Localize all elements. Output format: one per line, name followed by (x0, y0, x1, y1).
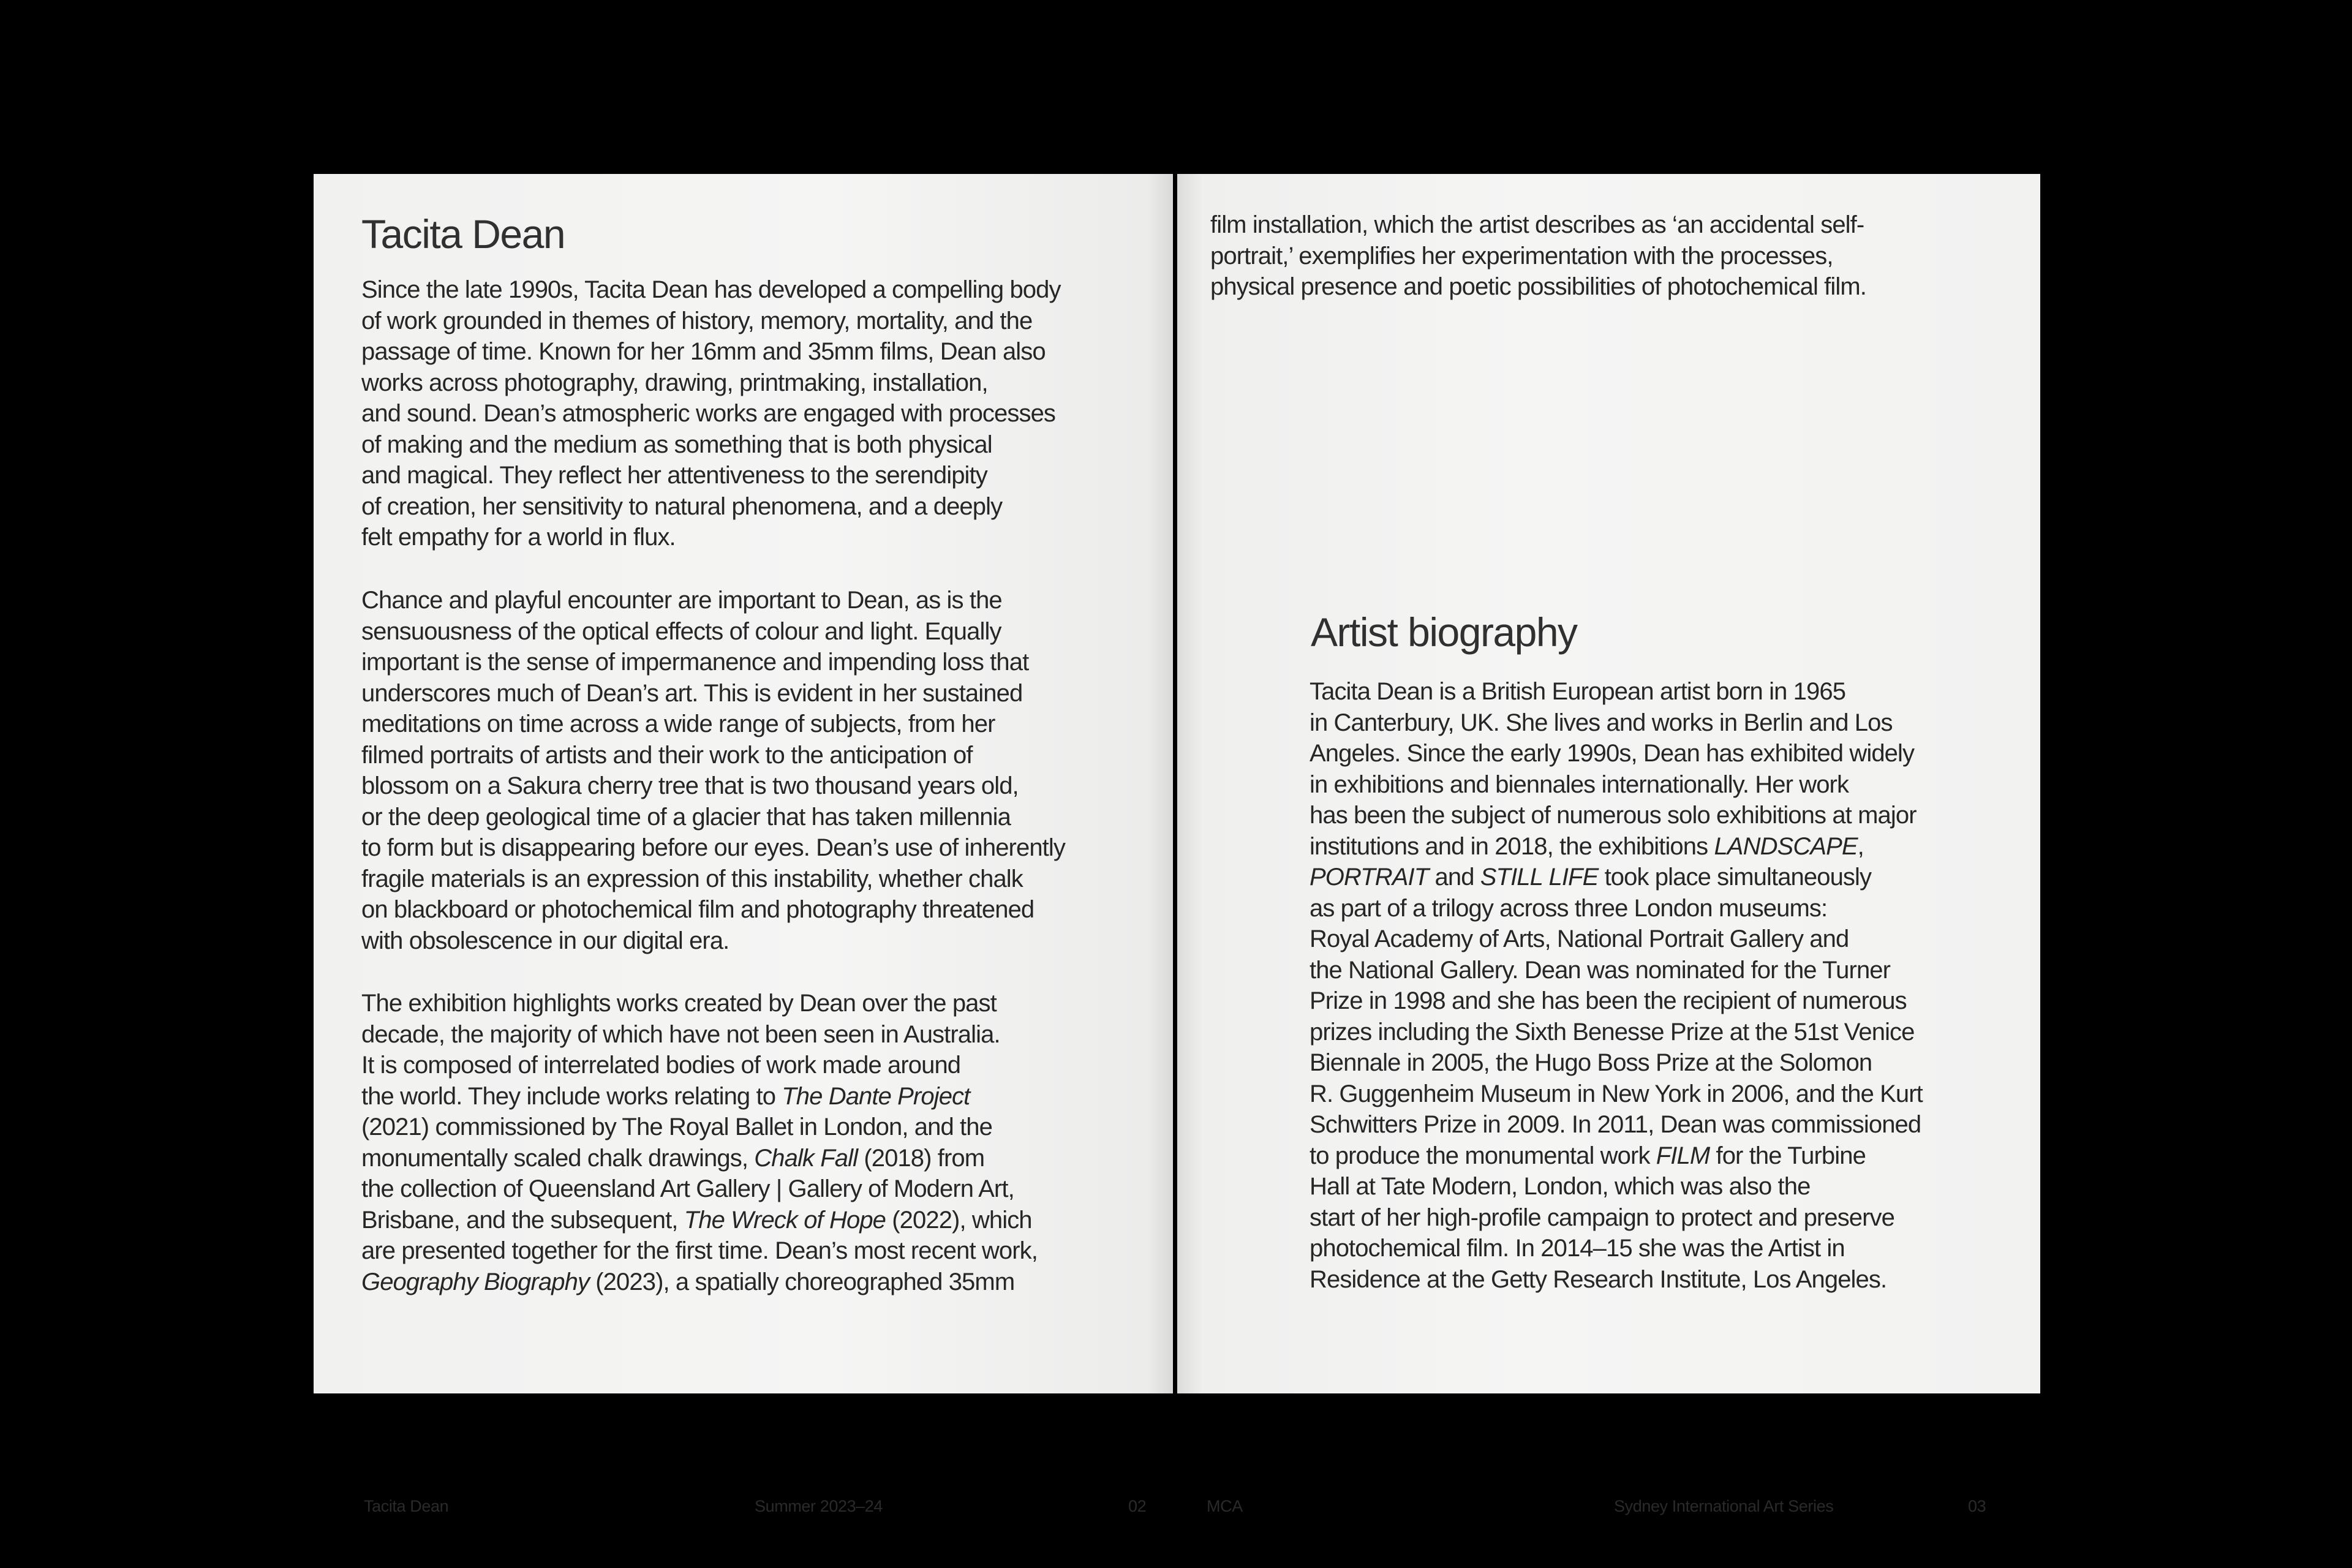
text-line (1210, 241, 1866, 272)
page-title: Tacita Dean (361, 211, 565, 257)
text-line (1310, 1079, 1923, 1110)
text-segment: sensuousness of the optical effects of colour and light. Equally (361, 617, 1001, 645)
text-line (1310, 1264, 1923, 1295)
text-segment: (2022), which (886, 1206, 1032, 1234)
text-segment: Hall at Tate Modern, London, which was also the (1310, 1173, 1811, 1200)
text-line (361, 429, 1061, 461)
text-line (361, 616, 1065, 647)
exhibition-paragraph (361, 988, 1038, 1297)
text-segment: , (1857, 832, 1864, 860)
text-line (1310, 1017, 1923, 1048)
text-segment: physical presence and poetic possibilities of photochemical film. (1210, 273, 1866, 300)
text-line (1310, 862, 1923, 893)
work-title: The Wreck of Hope (684, 1206, 886, 1234)
text-line (1310, 986, 1923, 1017)
text-line (361, 1205, 1038, 1236)
text-line (361, 1112, 1038, 1143)
page-number: 02 (1128, 1497, 1147, 1515)
text-segment: photochemical film. In 2014–15 she was the Artist in (1310, 1235, 1845, 1262)
intro-paragraph (361, 274, 1061, 553)
text-segment: fragile materials is an expression of this instability, whether chalk (361, 865, 1023, 892)
footer-publisher: MCA (1207, 1497, 1243, 1515)
footer-series: Sydney International Art Series (1614, 1497, 1834, 1515)
text-line (1310, 1047, 1923, 1079)
text-segment: in exhibitions and biennales internationally. Her work (1310, 771, 1849, 798)
text-segment: with obsolescence in our digital era. (361, 927, 729, 954)
work-title: LANDSCAPE (1714, 832, 1858, 860)
text-line (1310, 1233, 1923, 1264)
text-line (1210, 271, 1866, 303)
text-segment: has been the subject of numerous solo exhibitions at major (1310, 802, 1917, 829)
text-line (361, 925, 1065, 957)
text-line (361, 1019, 1038, 1050)
text-segment: The exhibition highlights works created by Dean over the past (361, 990, 997, 1017)
left-page (314, 174, 1173, 1515)
text-line (361, 1081, 1038, 1112)
text-segment: to form but is disappearing before our eyes. Dean’s use of inherently (361, 834, 1065, 861)
text-segment: (2018) from (858, 1144, 985, 1172)
work-title: Chalk Fall (754, 1144, 858, 1172)
text-line (361, 1050, 1038, 1081)
text-line (361, 274, 1061, 306)
text-line (361, 832, 1065, 864)
text-line (361, 1267, 1038, 1298)
text-segment: and magical. They reflect her attentiveness to the serendipity (361, 462, 987, 489)
text-segment: Schwitters Prize in 2009. In 2011, Dean was commissioned (1310, 1111, 1921, 1138)
text-segment: as part of a trilogy across three London museums: (1310, 894, 1828, 922)
text-segment: prizes including the Sixth Benesse Prize at the 51st Venice (1310, 1018, 1915, 1046)
text-line (361, 585, 1065, 616)
footer-title: Tacita Dean (364, 1497, 449, 1515)
chance-paragraph (361, 585, 1065, 956)
text-segment: Brisbane, and the subsequent, (361, 1206, 684, 1234)
text-line (361, 864, 1065, 895)
text-line (1310, 1202, 1923, 1234)
work-title: STILL LIFE (1480, 864, 1599, 891)
text-line (1310, 893, 1923, 924)
text-line (361, 771, 1065, 802)
text-line (1310, 1171, 1923, 1202)
text-segment: filmed portraits of artists and their work to the anticipation of (361, 741, 973, 769)
text-segment: to produce the monumental work (1310, 1142, 1656, 1169)
text-line (1310, 800, 1923, 831)
text-segment: blossom on a Sakura cherry tree that is two thousand years old, (361, 772, 1019, 799)
text-segment: for the Turbine (1709, 1142, 1866, 1169)
text-segment: Residence at the Getty Research Institute, Los Angeles. (1310, 1265, 1887, 1293)
text-segment: portrait,’ exemplifies her experimentation with the processes, (1210, 242, 1833, 270)
text-line (1310, 738, 1923, 769)
text-segment: on blackboard or photochemical film and photography threatened (361, 896, 1035, 923)
text-segment: or the deep geological time of a glacier that has taken millennia (361, 803, 1011, 831)
text-line (1310, 955, 1923, 986)
text-segment: the National Gallery. Dean was nominated for the Turner (1310, 956, 1891, 984)
text-segment: Tacita Dean is a British European artist born in 1965 (1310, 678, 1846, 705)
text-line (361, 678, 1065, 709)
text-line (1310, 707, 1923, 739)
text-segment: passage of time. Known for her 16mm and 35mm films, Dean also (361, 338, 1046, 365)
text-line (361, 306, 1061, 337)
text-line (1310, 924, 1923, 955)
work-title: The Dante Project (782, 1082, 970, 1110)
text-line (1310, 1140, 1923, 1172)
text-segment: are presented together for the first time. Dean’s most recent work, (361, 1237, 1038, 1264)
text-line (361, 988, 1038, 1019)
text-line (361, 894, 1065, 925)
text-line (361, 368, 1061, 399)
text-segment: of creation, her sensitivity to natural phenomena, and a deeply (361, 492, 1003, 520)
text-segment: Chance and playful encounter are important to Dean, as is the (361, 587, 1002, 614)
text-segment: institutions and in 2018, the exhibitions (1310, 832, 1714, 860)
text-line (1310, 1109, 1923, 1140)
text-segment: Since the late 1990s, Tacita Dean has developed a compelling body (361, 276, 1061, 303)
continuation-paragraph (1210, 209, 1866, 303)
text-segment: R. Guggenheim Museum in New York in 2006, and the Kurt (1310, 1080, 1923, 1107)
text-segment: of making and the medium as something that is both physical (361, 431, 992, 458)
text-line (361, 740, 1065, 771)
text-segment: (2021) commissioned by The Royal Ballet in London, and the (361, 1114, 992, 1140)
text-segment: Prize in 1998 and she has been the recipient of numerous (1310, 987, 1907, 1014)
text-segment: underscores much of Dean’s art. This is evident in her sustained (361, 679, 1023, 707)
text-segment: Angeles. Since the early 1990s, Dean has exhibited widely (1310, 740, 1915, 767)
work-title: Geography Biography (361, 1268, 590, 1295)
text-line (361, 802, 1065, 833)
text-segment: works across photography, drawing, printmaking, installation, (361, 369, 988, 396)
text-segment: decade, the majority of which have not been seen in Australia. (361, 1020, 1000, 1048)
text-line (361, 1143, 1038, 1174)
text-line (1310, 769, 1923, 801)
text-segment: start of her high-profile campaign to protect and preserve (1310, 1204, 1895, 1231)
page-number: 03 (1968, 1497, 1986, 1515)
text-segment: the collection of Queensland Art Gallery | Gallery of Modern Art, (361, 1175, 1014, 1202)
text-line (361, 647, 1065, 678)
text-segment: Royal Academy of Arts, National Portrait Gallery and (1310, 925, 1849, 952)
section-title: Artist biography (1311, 609, 1577, 655)
text-line (361, 491, 1061, 522)
text-segment: and (1428, 864, 1480, 891)
text-segment: of work grounded in themes of history, memory, mortality, and the (361, 307, 1033, 334)
text-line (361, 1235, 1038, 1267)
text-segment: It is composed of interrelated bodies of work made around (361, 1052, 961, 1079)
work-title: FILM (1656, 1142, 1710, 1169)
text-segment: monumentally scaled chalk drawings, (361, 1144, 755, 1172)
text-line (361, 460, 1061, 491)
text-line (361, 398, 1061, 429)
text-line (361, 336, 1061, 368)
biography-paragraph (1310, 676, 1923, 1295)
text-line (361, 709, 1065, 740)
text-line (1210, 209, 1866, 241)
text-segment: (2023), a spatially choreographed 35mm (589, 1268, 1015, 1295)
text-line (1310, 676, 1923, 707)
text-segment: Biennale in 2005, the Hugo Boss Prize at the Solomon (1310, 1049, 1872, 1076)
text-segment: felt empathy for a world in flux. (361, 524, 676, 551)
text-line (361, 522, 1061, 553)
text-segment: the world. They include works relating to (361, 1082, 782, 1110)
text-line (1310, 831, 1923, 862)
text-segment: in Canterbury, UK. She lives and works in Berlin and Los (1310, 709, 1893, 736)
text-segment: film installation, which the artist describes as ‘an accidental self- (1210, 211, 1864, 238)
text-line (361, 1174, 1038, 1205)
footer-season: Summer 2023–24 (755, 1497, 883, 1515)
text-segment: took place simultaneously (1598, 864, 1872, 891)
right-page (1177, 174, 2040, 1515)
text-segment: meditations on time across a wide range of subjects, from her (361, 710, 995, 737)
work-title: PORTRAIT (1310, 864, 1429, 891)
text-segment: and sound. Dean’s atmospheric works are engaged with processes (361, 400, 1056, 427)
text-segment: important is the sense of impermanence and impending loss that (361, 649, 1029, 676)
